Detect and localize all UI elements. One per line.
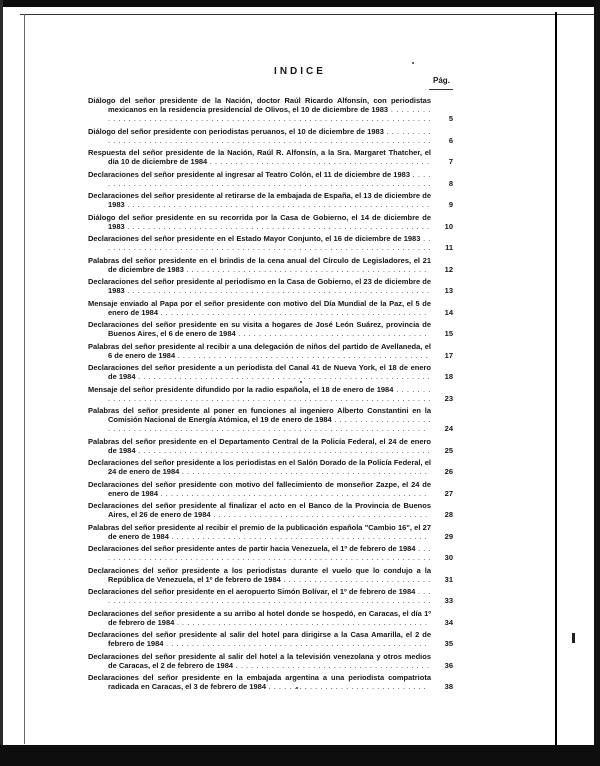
entry-page-number: 25: [444, 445, 453, 455]
page-edge-top: [20, 14, 594, 15]
index-entries: [88, 96, 453, 695]
index-entry: [88, 234, 453, 252]
entry-title: [88, 234, 431, 252]
entry-title: [88, 191, 431, 209]
entry-text: Declaraciones del señor presidente antes de partir hacia Venezuela, el 1º de febrero de 1984: [88, 544, 416, 553]
entry-title: [88, 630, 431, 648]
entry-text: Declaraciones del señor presidente en su visita a hogares de José León Suárez, provincia de Buenos Aires, el 6 de enero de 1984: [88, 320, 431, 338]
entry-title: [88, 458, 431, 476]
dot-leader: . . . . . . . . . . . . . . . . . . . . . . . . . . . . . . . . . . . . .: [235, 329, 427, 338]
entry-text: Declaraciones del señor presidente al salir del hotel a la televisión venezolana y otros medios de Caracas, el 2 de febrero de 1984: [88, 651, 431, 670]
dot-leader: . . . . . . . . . . . . . . . . . . . . . . . . . . . . . . . . . . . . . . . . . . . . . . . . . . . .: [158, 307, 427, 317]
entry-text: Declaraciones del señor presidente al finalizar el acto en el Banco de la Provincia de Buenos Aires, el 26 de enero de 1984: [88, 501, 431, 519]
entry-page-number: 9: [448, 200, 453, 209]
entry-text: Declaraciones del señor presidente al salir del hotel para dirigirse a la Casa Amarilla, el 2 de febrero de 1984: [88, 630, 431, 648]
index-entry: [88, 609, 453, 627]
entry-page-number: 31: [444, 574, 453, 584]
index-entry: [88, 437, 453, 455]
entry-title: [88, 170, 431, 188]
entry-title: [88, 566, 431, 584]
entry-page-number: 6: [448, 135, 453, 145]
dot-leader: . . . . . . . . . . . . . . . . . . . . . . . . . . . . . . . . . . . . . . . . . . . . . . . . . . . . . . . . . . .: [124, 221, 430, 231]
entry-page-number: 38: [444, 682, 453, 691]
entry-title: [88, 320, 431, 338]
header-rule: [429, 89, 453, 90]
index-entry: [88, 652, 453, 670]
dot-leader: . . . . . . . . . . . . . . . . . . . . . . . . . . . . . . . . . . . . . . . . . . . . . . . .: [179, 467, 428, 476]
entry-title: [88, 256, 431, 274]
dot-leader: . . . . . . . . . . . . . . . . . . . . . . . . . . . . . . .: [266, 682, 427, 691]
entry-title: [88, 385, 431, 403]
entry-title: [88, 96, 431, 123]
entry-page-number: 17: [444, 350, 453, 360]
entry-title: [88, 299, 431, 317]
entry-title: [88, 480, 431, 498]
entry-title: [88, 277, 431, 295]
scan-speck: [412, 62, 414, 64]
dot-leader: . . . . . . . . . . . . . . . . . . . . . . . . . . . . . . . . . . . . . . . . . . . . . . . . . . . . . . . . . . . . . . . . . . . . . . .: [108, 105, 431, 123]
index-entry: [88, 406, 453, 433]
entry-title: [88, 213, 431, 231]
entry-title: [88, 609, 431, 627]
index-entry: [88, 213, 453, 231]
index-entry: [88, 191, 453, 209]
index-entry: [88, 320, 453, 338]
dot-leader: . . . . . . . . . . . . . . . . . . . . . . . . . . . . . . . . . . . . . . . . . . . . . . . . . . . .: [158, 488, 427, 498]
entry-title: [88, 406, 431, 433]
entry-page-number: 11: [445, 243, 453, 252]
scan-border-right: [594, 0, 600, 766]
page-column-header: Pág.: [433, 76, 450, 85]
entry-title: [88, 501, 431, 519]
entry-title: [88, 127, 431, 145]
index-entry: [88, 148, 453, 166]
dot-leader: . . . . . . . . . . . . . . . . . . . . . . . . . . . . . . . . . . . . . . . . . . . . . . . . . . .: [163, 639, 427, 648]
entry-page-number: 34: [444, 617, 453, 627]
entry-text: Declaraciones del señor presidente en el Estado Mayor Conjunto, el 16 de diciembre de 1983: [88, 234, 421, 243]
entry-text: Palabras del señor presidente al recibir a una delegación de niños del partido de Avellaneda, el 6 de enero de 1984: [88, 341, 431, 360]
dot-leader: . . . . . . . . . . . . . . . . . . . . . . . . . . . . . . . . . . . . . . . . . . . . . . . . . .: [168, 531, 428, 541]
dot-leader: . . . . . . . . . . . . . . . . . . . . . . . . . . . . . . . . . . . . . .: [233, 660, 430, 670]
entry-title: [88, 652, 431, 670]
entry-title: [88, 342, 431, 360]
scan-border-top: [0, 0, 600, 7]
entry-page-number: 35: [444, 639, 453, 648]
entry-title: [88, 437, 431, 455]
entry-text: Respuesta del señor presidente de la Nación, Raúl R. Alfonsín, a la Sra. Margaret Thatcher, el día 10 de diciembre de 1984: [88, 148, 431, 166]
index-entry: [88, 458, 453, 476]
entry-text: Mensaje enviado al Papa por el señor presidente con motivo del Día Mundial de la Paz, el 5 de enero de 1984: [88, 298, 431, 317]
entry-text: Declaraciones del señor presidente a un periodista del Canal 41 de Nueva York, el 18 de enero de 1984: [88, 363, 431, 381]
entry-text: Mensaje del señor presidente difundido por la radio española, el 18 de enero de 1984: [88, 384, 394, 394]
dot-leader: . . . . . . . . . . . . . . . . . . . . . . . . . . . . . . . . . . . . . . . . . . . . . . . . . . . . . . . . . . . . . . . . . . . . . . . . . . . . . . . . .: [108, 415, 431, 433]
index-entry: [88, 170, 453, 188]
scan-border-bottom: [0, 745, 600, 766]
entry-page-number: 26: [444, 467, 453, 476]
entry-text: Declaraciones del señor presidente al retirarse de la embajada de España, el 13 de diciembre de 1983: [88, 191, 431, 209]
entry-page-number: 28: [444, 510, 453, 519]
dot-leader: . . . . . . . . . . . . . . . . . . . . . . . . . . . . . . . . . . . . . . . . . . . . . . . . . . . . . . . . .: [135, 372, 431, 381]
entry-page-number: 15: [444, 329, 453, 338]
entry-text: Declaraciones del señor presidente en la embajada argentina a una periodista compatriota radicada en Caracas, el 3 de febrero de 1984: [88, 673, 431, 691]
page-title: INDICE: [274, 66, 326, 77]
scan-mark: [572, 633, 575, 643]
entry-title: [88, 523, 431, 541]
index-entry: [88, 544, 453, 562]
dot-leader: . . . . . . . . . . . . . . . . . . . . . . . . . . . . . . . . . . . . . . . . . . . . . . . . . . . . . . . . . . . . . . . . . .: [108, 587, 431, 605]
entry-page-number: 14: [444, 307, 453, 317]
entry-page-number: 18: [444, 372, 453, 381]
entry-title: [88, 363, 431, 381]
dot-leader: . . . . . . . . . . . . . . . . . . . . . . . . . . . . . . . . . . . . . . . . . . .: [207, 157, 430, 166]
index-entry: [88, 363, 453, 381]
page-edge-right: [555, 12, 557, 745]
entry-text: Declaraciones del señor presidente en el aeropuerto Simón Bolívar, el 1º de febrero de 1984: [88, 587, 416, 596]
entry-title: [88, 544, 431, 562]
index-entry: [88, 630, 453, 648]
index-entry: [88, 385, 453, 403]
index-entry: [88, 501, 453, 519]
index-entry: [88, 480, 453, 498]
scan-border-left: [0, 0, 3, 766]
dot-leader: . . . . . . . . . . . . . . . . . . . . . . . . . . . . . . . . . . . . . . . . . . . . . . . . . . . . . . . . . . . . . . . . . .: [108, 544, 431, 562]
dot-leader: . . . . . . . . . . . . . . . . . . . . . . . . . . . . . . . . . . . . . . . . . .: [210, 510, 428, 519]
entry-text: Declaraciones del señor presidente a los periodistas durante el vuelo que lo condujo a la República de Venezuela, el 1º de febrero de 1984: [88, 565, 431, 584]
index-entry: [88, 673, 453, 691]
index-entry: [88, 96, 453, 123]
entry-page-number: 30: [444, 553, 453, 562]
dot-leader: . . . . . . . . . . . . . . . . . . . . . . . . . . . . . . . . . . . . . . . . . . . . . . . . . . . . . . . . . . . . . . . . .: [108, 234, 431, 252]
entry-text: Palabras del señor presidente en el Departamento Central de la Policía Federal, el 24 de enero de 1984: [88, 436, 431, 455]
entry-page-number: 8: [448, 178, 453, 188]
entry-text: Diálogo del señor presidente de la Nación, doctor Raúl Ricardo Alfonsín, con periodistas mexicanos en la residencia presidencial de Olivos, el 10 de diciembre de 1983: [88, 96, 431, 114]
entry-page-number: 36: [444, 660, 453, 670]
entry-text: Declaraciones del señor presidente a los periodistas en el Salón Dorado de la Policía Federal, el 24 de enero de 1984: [88, 458, 431, 476]
index-entry: [88, 566, 453, 584]
entry-text: Palabras del señor presidente al recibir el premio de la publicación española "Cambio 16", el 27 de enero de 1984: [88, 522, 431, 541]
index-entry: [88, 299, 453, 317]
entry-text: Declaraciones del señor presidente al ingresar al Teatro Colón, el 11 de diciembre de 1983: [88, 169, 410, 179]
index-entry: [88, 523, 453, 541]
index-entry: [88, 127, 453, 145]
dot-leader: . . . . . . . . . . . . . . . . . . . . . . . . . . . . . . . . . . . . . . . . . . . . . . . . . . . . . . . . . . .: [124, 200, 430, 209]
dot-leader: . . . . . . . . . . . . . . . . . . . . . . . . . . . . . . . . . . . . . . . . . . . . . . . . . . . . . . . . . . .: [124, 286, 430, 295]
dot-leader: . . . . . . . . . . . . . . . . . . . . . . . . . . . . . . . . . . . . . . . . . . . . . . . . .: [175, 350, 429, 360]
entry-page-number: 24: [444, 424, 453, 433]
entry-text: Palabras del señor presidente al poner en funciones al ingeniero Alberto Constantini en la Comisión Nacional de Energía Atómica, el 19 de enero de 1984: [88, 406, 431, 424]
page-edge-left: [24, 14, 25, 744]
index-entry: [88, 256, 453, 274]
entry-page-number: 13: [444, 286, 453, 295]
dot-leader: . . . . . . . . . . . . . . . . . . . . . . . . . . . . . . . . . . . . . . . . . . . . . . . . . . . . . . . . .: [135, 445, 431, 455]
entry-text: Declaraciones del señor presidente a su arribo al hotel donde se hospedó, en Caracas, el día 1º de febrero de 1984: [88, 608, 431, 627]
dot-leader: . . . . . . . . . . . . . . . . . . . . . . . . . . . . . . . . . . . . . . . . . . . . . . . . . . . . . . . . . . . . . . . . . . .: [108, 169, 432, 188]
entry-page-number: 33: [444, 596, 453, 605]
entry-text: Diálogo del señor presidente en su recorrida por la Casa de Gobierno, el 14 de diciembre de 1983: [88, 212, 431, 231]
entry-page-number: 10: [444, 221, 453, 231]
dot-leader: . . . . . . . . . . . . . . . . . . . . . . . . . . . . . . . . . . . . . . . . . . . . . . . . . . . . . . . . . . . . . . . . . . . . . .: [108, 384, 431, 403]
entry-text: Diálogo del señor presidente con periodistas peruanos, el 10 de diciembre de 1983: [88, 126, 384, 136]
entry-page-number: 27: [444, 488, 453, 498]
dot-leader: . . . . . . . . . . . . . . . . . . . . . . . . . . . . . . . . . . . . . . . . . . . . . . . . . . . . . . . . . . . . . . . . . . . . . . . .: [108, 126, 431, 145]
entry-page-number: 5: [448, 114, 453, 123]
entry-text: Palabras del señor presidente en el brindis de la cena anual del Círculo de Legisladores, el 21 de diciembre de 1983: [88, 255, 431, 274]
dot-leader: . . . . . . . . . . . . . . . . . . . . . . . . . . . . . . . . . . . . . . . . . . . . . . .: [183, 264, 427, 274]
dot-leader: . . . . . . . . . . . . . . . . . . . . . . . . . . . . . . . . . . . . . . . . . . . . . . . . .: [174, 617, 428, 627]
entry-title: [88, 673, 431, 691]
entry-title: [88, 587, 431, 605]
entry-title: [88, 148, 431, 166]
entry-page-number: 7: [448, 157, 453, 166]
index-entry: [88, 342, 453, 360]
dot-leader: . . . . . . . . . . . . . . . . . . . . . . . . . . . . .: [280, 574, 431, 584]
entry-page-number: 12: [444, 264, 453, 274]
entry-text: Declaraciones del señor presidente al periodismo en la Casa de Gobierno, el 23 de diciembre de 1983: [88, 277, 431, 295]
entry-text: Declaraciones del señor presidente con motivo del fallecimiento de monseñor Zazpe, el 24 de enero de 1984: [88, 479, 431, 498]
entry-page-number: 29: [444, 531, 453, 541]
index-entry: [88, 587, 453, 605]
index-entry: [88, 277, 453, 295]
entry-page-number: 23: [444, 393, 453, 403]
